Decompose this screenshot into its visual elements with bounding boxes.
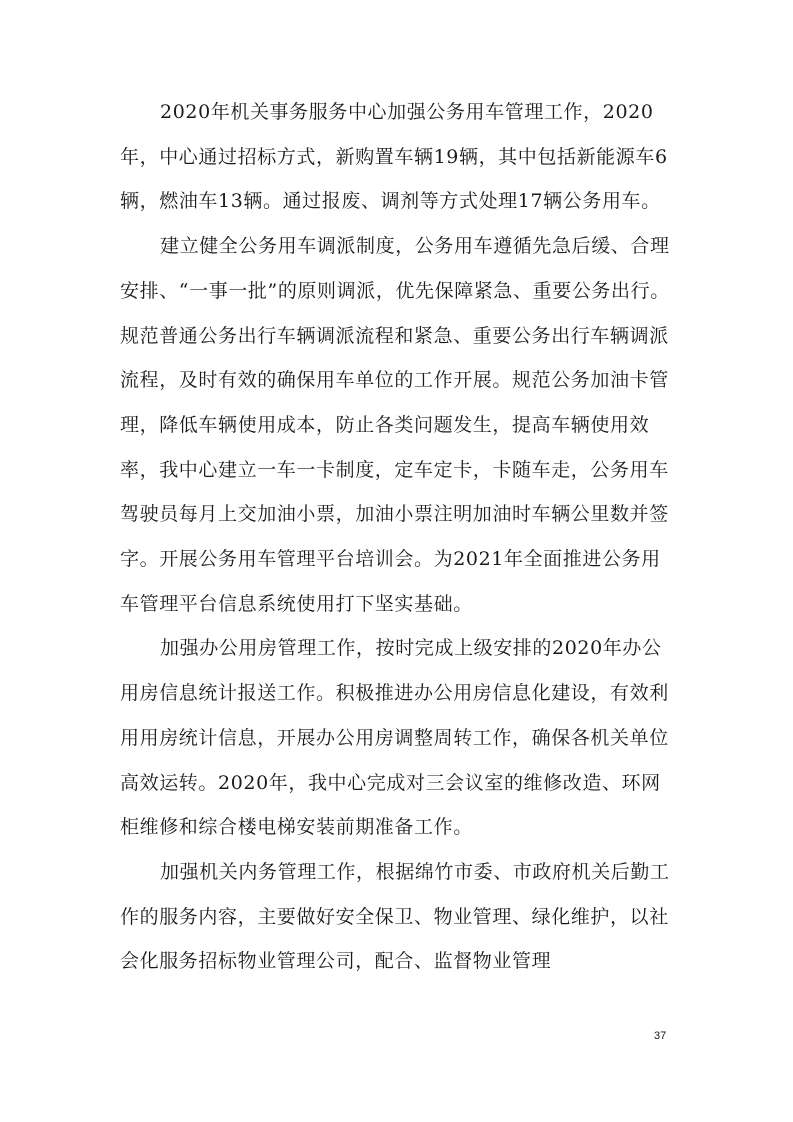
page-number: 37 [654,1030,667,1042]
paragraph-office-space [120,626,680,850]
paragraph-text: 加强机关内务管理工作，根据绵竹市委、市政府机关后勤工作的服务内容，主要做好安全保卫、物业管理、绿化维护，以社会化服务招标物业管理公司，配合、监督物业管理 [120,860,670,973]
paragraph-vehicle-procurement [120,90,680,224]
paragraph-text: 建立健全公务用车调派制度，公务用车遵循先急后缓、合理安排、“一事一批”的原则调派，优先保障紧急、重要公务出行。规范普通公务出行车辆调派流程和紧急、重要公务出行车辆调派流程，及时有效的确保用车单位的工作开展。规范公务加油卡管理，降低车辆使用成本，防止各类问题发生，提高车辆使用效率，我中心建立一车一卡制度，定车定卡，卡随车走，公务用车驾驶员每月上交加油小票，加油小票注明加油时车辆公里数并签字。开展公务用车管理平台培训会。为2021年全面推进公务用车管理平台信息系统使用打下坚实基础。 [120,235,670,615]
paragraph-text: 2020年机关事务服务中心加强公务用车管理工作，2020年，中心通过招标方式，新购置车辆19辆，其中包括新能源车6辆，燃油车13辆。通过报废、调剂等方式处理17辆公务用车。 [120,101,668,213]
paragraph-text: 加强办公用房管理工作，按时完成上级安排的2020年办公用房信息统计报送工作。积极推进办公用房信息化建设，有效利用用房统计信息，开展办公用房调整周转工作，确保各机关单位高效运转。2020年，我中心完成对三会议室的维修改造、环网柜维修和综合楼电梯安装前期准备工作。 [120,637,669,839]
document-body [120,90,680,984]
paragraph-internal-affairs [120,850,680,984]
paragraph-vehicle-dispatch [120,224,680,626]
